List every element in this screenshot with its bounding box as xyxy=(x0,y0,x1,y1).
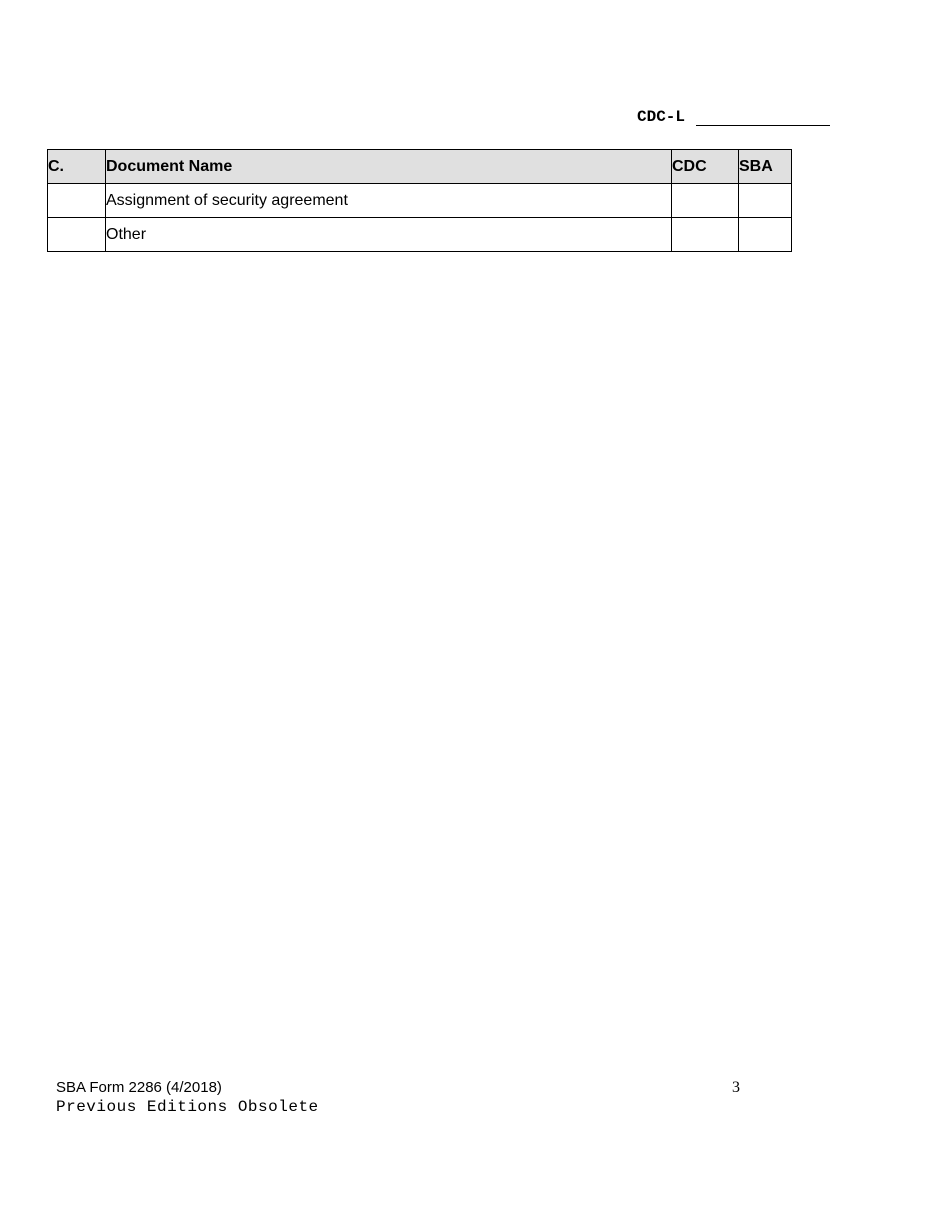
cdc-l-blank-line[interactable] xyxy=(696,109,830,126)
column-header-cdc: CDC xyxy=(672,150,739,184)
row-document-name-cell: Assignment of security agreement xyxy=(106,184,672,218)
row-document-name-cell: Other xyxy=(106,218,672,252)
row-cdc-check-cell[interactable] xyxy=(672,184,739,218)
row-section-cell xyxy=(48,218,106,252)
table-row xyxy=(48,218,792,252)
row-section-cell xyxy=(48,184,106,218)
row-sba-check-cell[interactable] xyxy=(739,184,792,218)
cdc-l-label: CDC-L xyxy=(637,108,686,126)
table-row xyxy=(48,184,792,218)
table-header-row xyxy=(48,150,792,184)
footer-page-number: 3 xyxy=(732,1079,740,1096)
row-sba-check-cell[interactable] xyxy=(739,218,792,252)
column-header-document-name: Document Name xyxy=(106,150,672,184)
document-checklist-table xyxy=(47,149,792,252)
column-header-section: C. xyxy=(48,150,106,184)
footer-form-id: SBA Form 2286 (4/2018) xyxy=(56,1079,222,1096)
row-cdc-check-cell[interactable] xyxy=(672,218,739,252)
column-header-sba: SBA xyxy=(739,150,792,184)
cdc-l-field xyxy=(637,108,830,126)
footer-editions-note: Previous Editions Obsolete xyxy=(56,1098,319,1116)
